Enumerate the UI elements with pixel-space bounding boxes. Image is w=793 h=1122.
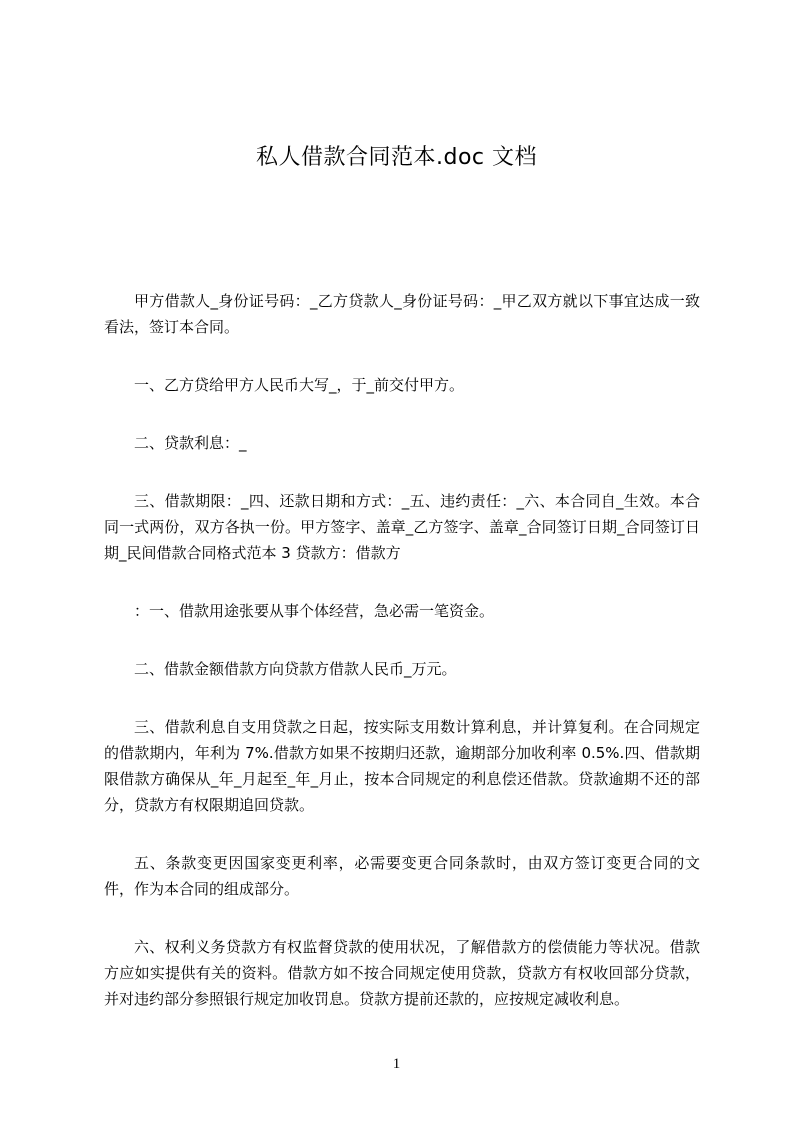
paragraph-clause-2: 二、贷款利息：_ — [134, 434, 247, 452]
paragraph-parties: 甲方借款人_身份证号码：_乙方贷款人_身份证号码：_甲乙双方就以下事宜达成一致看法，签订本合同。 — [104, 292, 700, 336]
paragraph-loan-amount: 二、借款金额借款方向贷款方借款人民币_万元。 — [134, 660, 457, 678]
paragraph-clause-1: 一、乙方贷给甲方人民币大写_，于_前交付甲方。 — [134, 376, 465, 394]
paragraph-clause-3: 三、借款期限：_四、还款日期和方式：_五、违约责任：_六、本合同自_生效。本合同一式两份，双方各执一份。甲方签字、盖章_乙方签字、盖章_合同签订日期_合同签订日期_民间借款合同格式范本 3 贷款方：借款方 — [104, 492, 700, 562]
paragraph-terms-change: 五、条款变更因国家变更利率，必需要变更合同条款时，由双方签订变更合同的文件，作为本合同的组成部分。 — [104, 854, 700, 898]
paragraph-loan-interest: 三、借款利息自支用贷款之日起，按实际支用数计算利息，并计算复利。在合同规定的借款期内，年利为 7%.借款方如果不按期归还款，逾期部分加收利率 0.5%.四、借款期限借款方确保从_年_月起至_年_月止，按本合同规定的利息偿还借款。贷款逾期不还的部分，贷款方有权限期追回贷款。 — [104, 718, 700, 814]
paragraph-rights-obligations: 六、权利义务贷款方有权监督贷款的使用状况，了解借款方的偿债能力等状况。借款方应如实提供有关的资料。借款方如不按合同规定使用贷款，贷款方有权收回部分贷款，并对违约部分参照银行规定加收罚息。贷款方提前还款的，应按规定减收利息。 — [104, 938, 700, 1008]
document-body — [104, 288, 700, 1044]
page-number: 1 — [392, 1056, 401, 1072]
paragraph-loan-purpose: ：一、借款用途张要从事个体经营，急必需一笔资金。 — [134, 602, 495, 620]
document-title: 私人借款合同范本.doc 文档 — [255, 145, 537, 170]
